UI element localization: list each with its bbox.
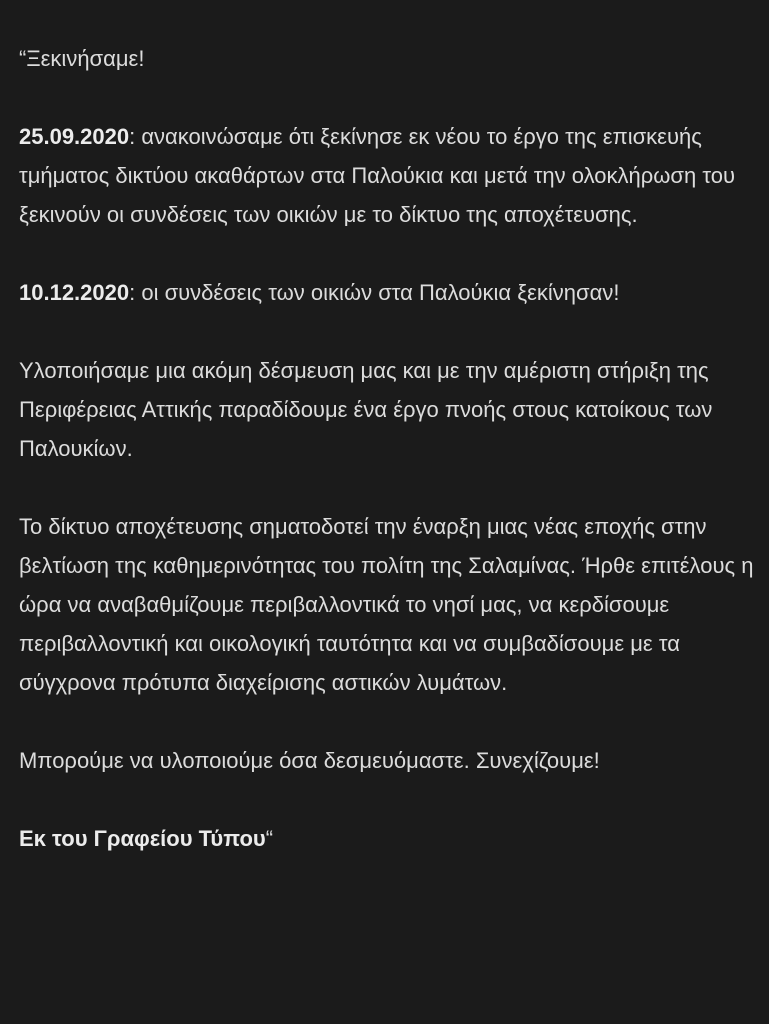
update-text-2: : οι συνδέσεις των οικιών στα Παλούκια ξεκίνησαν! xyxy=(129,280,620,305)
update-text-1: : ανακοινώσαμε ότι ξεκίνησε εκ νέου το έργο της επισκευής τμήματος δικτύου ακαθάρτων στα Παλούκια και μετά την ολοκλήρωση του ξεκινούν οι συνδέσεις των οικιών με το δίκτυο της αποχέτευσης. xyxy=(19,124,735,227)
body-paragraph-2: Το δίκτυο αποχέτευσης σηματοδοτεί την έναρξη μιας νέας εποχής στην βελτίωση της καθημερινότητας του πολίτη της Σαλαμίνας. Ήρθε επιτέλους η ώρα να αναβαθμίζουμε περιβαλλοντικά το νησί μας, να κερδίσουμε περιβαλλοντική και οικολογική ταυτότητα και να συμβαδίσουμε με τα σύγχρονα πρότυπα διαχείρισης αστικών λυμάτων. xyxy=(19,514,754,695)
update-date-2: 10.12.2020 xyxy=(19,280,130,305)
body-paragraph-3: Μπορούμε να υλοποιούμε όσα δεσμευόμαστε. Συνεχίζουμε! xyxy=(19,748,600,773)
body-paragraph-1: Υλοποιήσαμε μια ακόμη δέσμευση μας και με την αμέριστη στήριξη της Περιφέρειας Αττικής παραδίδουμε ένα έργο πνοής στους κατοίκους των Παλουκίων. xyxy=(19,358,713,461)
update-paragraph-2 xyxy=(19,273,754,312)
press-office-signature: Εκ του Γραφείου Τύπου xyxy=(19,826,266,851)
signature-line xyxy=(19,819,754,858)
update-date-1: 25.09.2020 xyxy=(19,124,130,149)
opening-line: “Ξεκινήσαμε! xyxy=(19,46,145,71)
article-body xyxy=(19,39,754,858)
update-paragraph-1 xyxy=(19,117,754,234)
closing-quote: “ xyxy=(265,826,274,851)
